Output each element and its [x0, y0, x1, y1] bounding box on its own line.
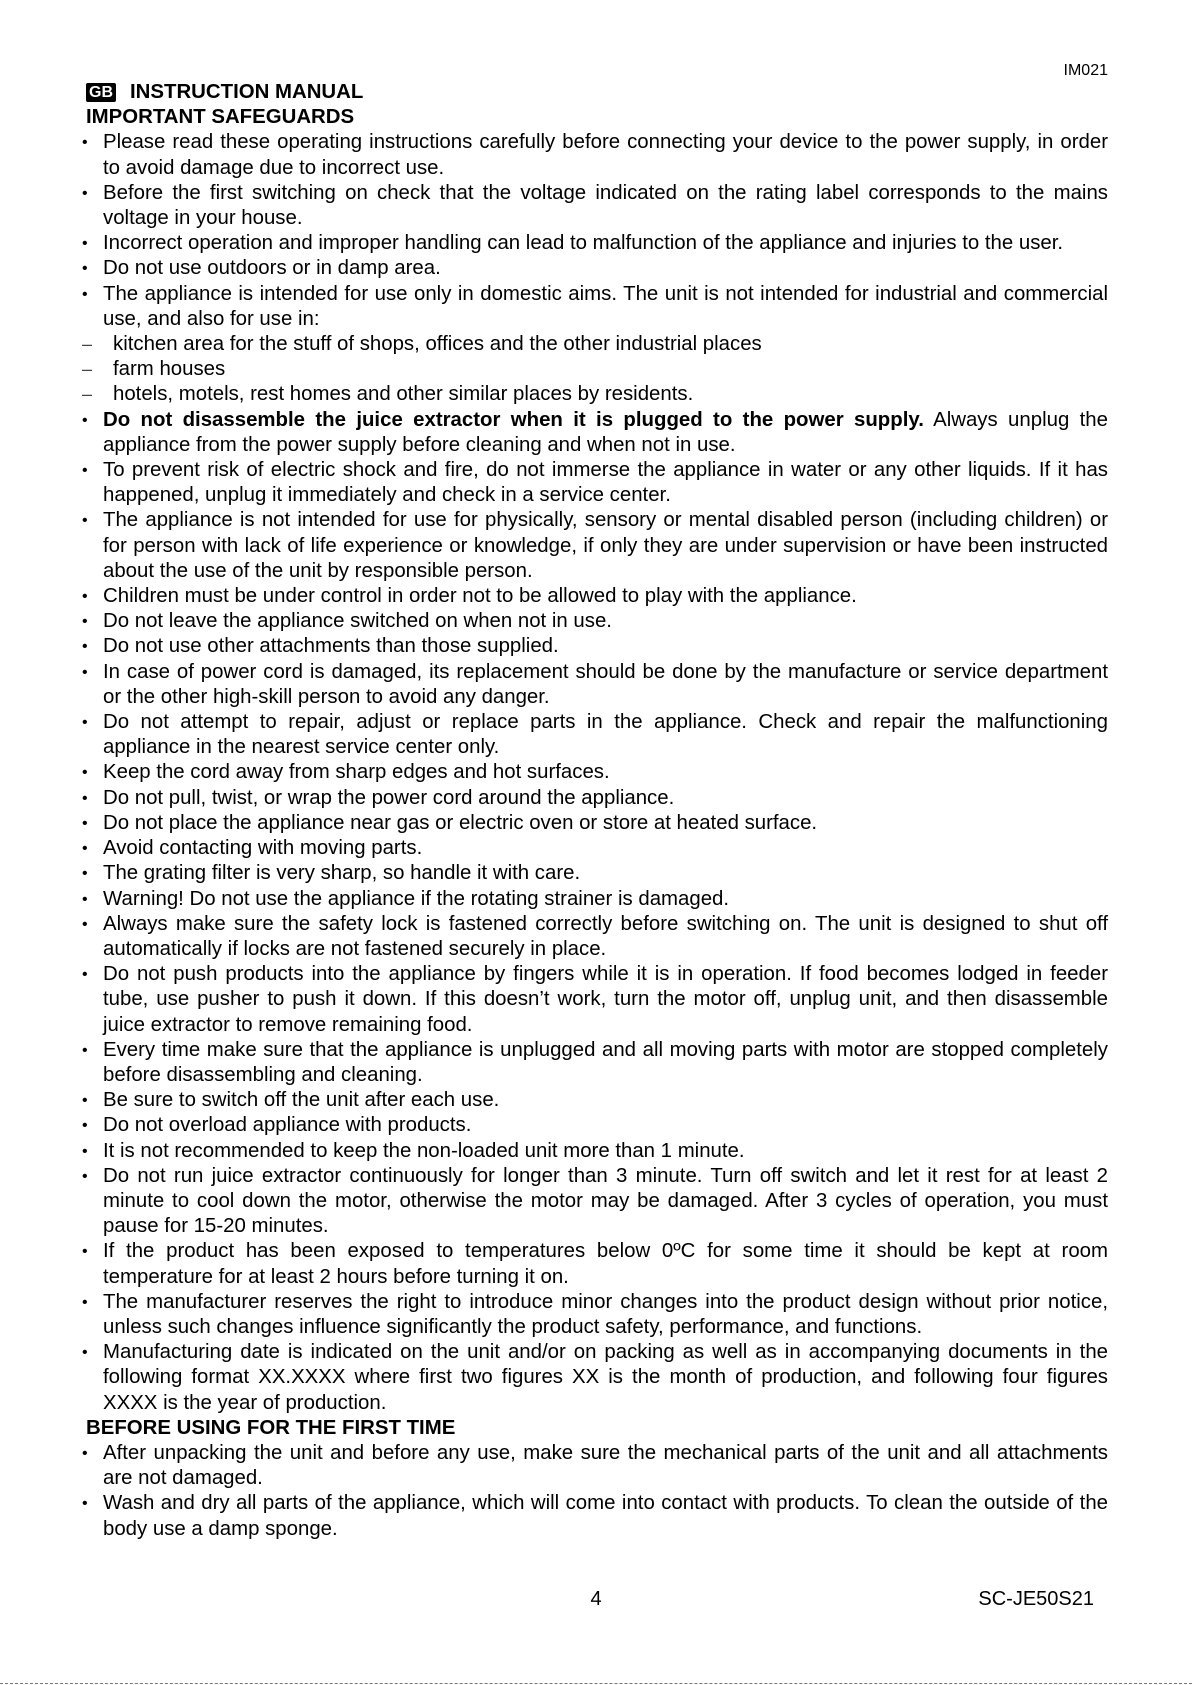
- list-item-text: Manufacturing date is indicated on the unit and/or on packing as well as in accompanying documents in the following format XX.XXXX where first two figures XX is the month of production, and following four figures XXXX is the year of production.: [103, 1341, 1108, 1414]
- list-item: [86, 1164, 1108, 1240]
- list-item: [86, 1441, 1108, 1491]
- list-item: [86, 256, 1108, 281]
- model-code: SC-JE50S21: [978, 1588, 1094, 1610]
- list-item: [86, 887, 1108, 912]
- list-sub-item: [86, 357, 1108, 382]
- list-item-text: The appliance is not intended for use for physically, sensory or mental disabled person (including children) or for person with lack of life experience or knowledge, if only they are under supervision or have been instructed about the use of the unit by responsible person.: [103, 509, 1108, 582]
- list-item: [86, 836, 1108, 861]
- manual-title: INSTRUCTION MANUAL: [130, 81, 364, 103]
- list-item-text: Do not use other attachments than those supplied.: [103, 635, 559, 658]
- list-item-text: farm houses: [113, 358, 226, 381]
- list-item-text: Do not run juice extractor continuously for longer than 3 minute. Turn off switch and let it rest for at least 2 minute to cool down the motor, otherwise the motor may be damaged. After 3 cycles of operation, you must pause for 15-20 minutes.: [103, 1164, 1108, 1238]
- list-item-text: Do not pull, twist, or wrap the power cord around the appliance.: [103, 786, 675, 809]
- list-item: [86, 584, 1108, 609]
- list-item-text: Always make sure the safety lock is fastened correctly before switching on. The unit is designed to shut off automatically if locks are not fastened securely in place.: [103, 912, 1108, 960]
- list-item-text: If the product has been exposed to temperatures below 0ºC for some time it should be kept at room temperature for at least 2 hours before turning it on.: [103, 1240, 1108, 1288]
- list-item: [86, 181, 1108, 231]
- manual-title-row: [86, 80, 1108, 105]
- language-badge: GB: [86, 83, 116, 102]
- list-item-text: Do not place the appliance near gas or electric oven or store at heated surface.: [103, 811, 818, 834]
- list-sub-item: [86, 382, 1108, 407]
- list-sub-item: [86, 332, 1108, 357]
- list-item-text: Avoid contacting with moving parts.: [103, 837, 423, 860]
- list-item-text: Do not attempt to repair, adjust or replace parts in the appliance. Check and repair the malfunctioning appliance in the nearest service center only.: [103, 711, 1108, 759]
- list-item: [86, 1239, 1108, 1289]
- list-item-text: In case of power cord is damaged, its replacement should be done by the manufacture or service department or the other high-skill person to avoid any danger.: [103, 660, 1108, 708]
- list-item: [86, 1113, 1108, 1138]
- list-item: [86, 786, 1108, 811]
- list-item-text: Before the first switching on check that the voltage indicated on the rating label corresponds to the mains voltage in your house.: [103, 181, 1108, 230]
- list-item: [86, 1290, 1108, 1340]
- list-item-text: Children must be under control in order not to be allowed to play with the appliance.: [103, 585, 857, 608]
- list-item-text: The grating filter is very sharp, so handle it with care.: [103, 862, 581, 885]
- list-item-text: It is not recommended to keep the non-loaded unit more than 1 minute.: [103, 1139, 745, 1162]
- list-item-text: The appliance is intended for use only in domestic aims. The unit is not intended for industrial and commercial use, and also for use in:: [103, 282, 1108, 330]
- list-item: [86, 1340, 1108, 1416]
- section-heading-first-use: BEFORE USING FOR THE FIRST TIME: [86, 1416, 456, 1439]
- safeguards-list: [86, 130, 1108, 1415]
- first-use-list: [86, 1441, 1108, 1542]
- list-item: [86, 508, 1108, 584]
- list-item: [86, 660, 1108, 710]
- list-item: [86, 861, 1108, 886]
- list-item-text: Please read these operating instructions carefully before connecting your device to the power supply, in order to avoid damage due to incorrect use.: [103, 131, 1108, 179]
- list-item: [86, 282, 1108, 332]
- list-item-text: Do not leave the appliance switched on when not in use.: [103, 610, 612, 633]
- list-item-text: Keep the cord away from sharp edges and hot surfaces.: [103, 761, 610, 784]
- list-item-emphasis: Do not disassemble the juice extractor when it is plugged to the power supply.: [103, 408, 924, 431]
- list-item-text: kitchen area for the stuff of shops, offices and the other industrial places: [113, 333, 762, 356]
- list-item: [86, 811, 1108, 836]
- list-item: [86, 962, 1108, 1038]
- list-item: [86, 408, 1108, 458]
- list-item-text: The manufacturer reserves the right to introduce minor changes into the product design without prior notice, unless such changes influence significantly the product safety, performance, and functions.: [103, 1290, 1108, 1338]
- page-number: 4: [590, 1588, 602, 1610]
- list-item: [86, 609, 1108, 634]
- list-item-text: Warning! Do not use the appliance if the rotating strainer is damaged.: [103, 887, 730, 910]
- list-item-text: Every time make sure that the appliance is unplugged and all moving parts with motor are stopped completely before disassembling and cleaning.: [103, 1038, 1108, 1086]
- list-item-text: After unpacking the unit and before any use, make sure the mechanical parts of the unit and all attachments are not damaged.: [103, 1441, 1108, 1490]
- list-item: [86, 1139, 1108, 1164]
- page-bottom-divider: [0, 1683, 1192, 1684]
- list-item-text: Do not push products into the appliance by fingers while it is in operation. If food becomes lodged in feeder tube, use pusher to push it down. If this doesn’t work, turn the motor off, unplug unit, and then disassemble juice extractor to remove remaining food.: [103, 963, 1108, 1036]
- section-heading-safeguards: IMPORTANT SAFEGUARDS: [86, 106, 355, 129]
- list-item: [86, 130, 1108, 180]
- document-code: IM021: [1063, 62, 1108, 79]
- page-content: [86, 80, 1108, 1542]
- list-item-text: To prevent risk of electric shock and fire, do not immerse the appliance in water or any other liquids. If it has happened, unplug it immediately and check in a service center.: [103, 459, 1108, 507]
- list-item: [86, 760, 1108, 785]
- list-item-text: Do not use outdoors or in damp area.: [103, 257, 441, 280]
- list-item-text: hotels, motels, rest homes and other similar places by residents.: [113, 383, 694, 406]
- list-item: [86, 710, 1108, 760]
- list-item: [86, 458, 1108, 508]
- list-item-text: Always unplug the appliance from the power supply before cleaning and when not in use.: [103, 408, 1108, 456]
- list-item: [86, 912, 1108, 962]
- list-item-text: Wash and dry all parts of the appliance, which will come into contact with products. To clean the outside of the body use a damp sponge.: [103, 1492, 1108, 1540]
- list-item: [86, 1088, 1108, 1113]
- list-item: [86, 1038, 1108, 1088]
- list-item: [86, 1491, 1108, 1541]
- list-item: [86, 634, 1108, 659]
- list-item-text: Be sure to switch off the unit after each use.: [103, 1089, 500, 1112]
- list-item-text: Do not overload appliance with products.: [103, 1114, 472, 1137]
- list-item: [86, 231, 1108, 256]
- list-item-text: Incorrect operation and improper handling can lead to malfunction of the appliance and injuries to the user.: [103, 232, 1064, 255]
